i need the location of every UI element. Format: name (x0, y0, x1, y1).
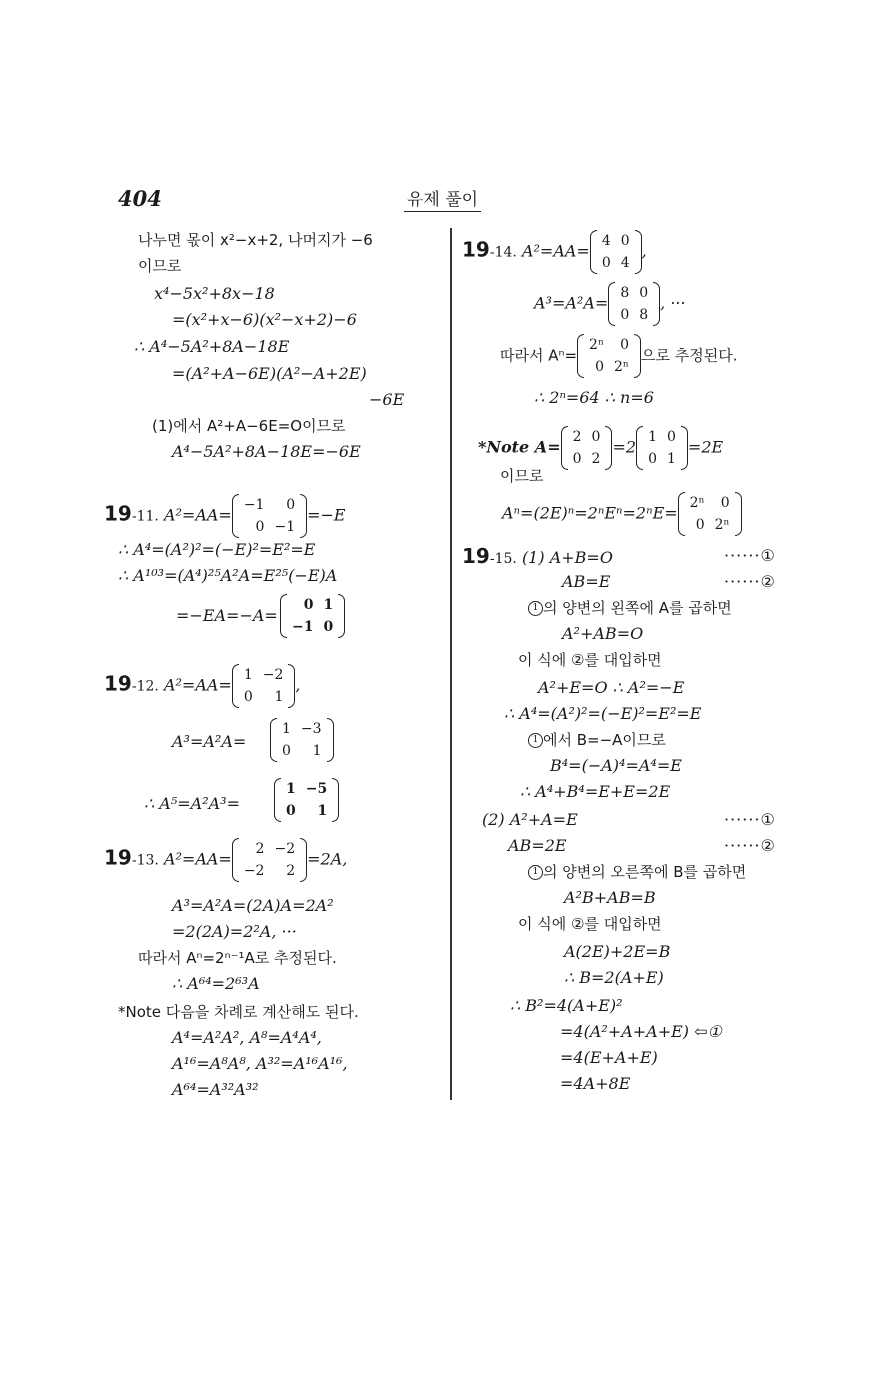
eq-tail: =2E (687, 437, 724, 457)
text-line (538, 678, 684, 698)
matrix-cell: −2 (274, 841, 296, 857)
text-line (118, 1002, 359, 1022)
matrix-cell: 0 (255, 519, 265, 535)
matrix-cell: 2ⁿ (714, 517, 730, 533)
text-line (152, 416, 346, 436)
text-line (172, 896, 334, 916)
eq-tail: =−E (307, 505, 346, 525)
matrix (561, 426, 613, 470)
line-text: ∴ A⁴−5A²+8A−18E (134, 337, 290, 356)
text-line (518, 650, 662, 670)
matrix-cell: −1 (243, 497, 265, 513)
matrix (636, 426, 688, 470)
matrix-cell: −3 (300, 721, 322, 737)
line-text: A⁶⁴=A³²A³² (172, 1080, 259, 1099)
line-text: 에서 B=−A이므로 (543, 731, 666, 749)
eq-tail: , (641, 241, 647, 261)
matrix-cell: 2 (255, 841, 265, 857)
result-text: ∴ 2ⁿ=64 ∴ n=6 (534, 388, 654, 407)
matrix-cell: 1 (666, 451, 676, 467)
line-text: =4(E+A+E) (560, 1048, 658, 1067)
matrix-line (270, 718, 334, 762)
line-text: 이 식에 ②를 대입하면 (518, 651, 662, 669)
text-line (118, 540, 315, 560)
matrix-cell: 0 (572, 451, 582, 467)
line-text: ∴ A⁴=(A²)²=(−E)²=E²=E (118, 540, 316, 559)
marker-1b: ······① (724, 810, 776, 829)
problem-sub: -14. (489, 244, 517, 261)
text-line (550, 756, 682, 776)
text-line (144, 794, 240, 814)
matrix-cell: 4 (601, 233, 611, 249)
text-line (138, 948, 337, 968)
matrix-cell: 2ⁿ (589, 337, 605, 353)
matrix-cell: 0 (286, 497, 296, 513)
problem-19-15 (462, 546, 613, 569)
circled-marker: 1 (528, 601, 543, 616)
matrix-cell: 0 (620, 337, 629, 353)
text-line (172, 310, 357, 330)
text-line (154, 284, 275, 304)
line-text: ∴ A⁶⁴=2⁶³A (172, 974, 260, 993)
text-line (562, 572, 610, 592)
marker-2b: ······② (724, 836, 776, 855)
matrix-cell: 0 (695, 517, 705, 533)
eq: *Note A= (478, 437, 561, 457)
eq-tail: , ··· (660, 293, 686, 313)
marker-1: ······① (724, 546, 776, 565)
text-line (172, 1028, 322, 1048)
line-text: ∴ A⁴+B⁴=E+E=2E (520, 782, 671, 801)
line-text: 의 양변의 왼쪽에 A를 곱하면 (543, 599, 732, 617)
eq: A²=AA= (163, 849, 232, 869)
text-line (560, 1074, 630, 1094)
matrix-cell: 0 (282, 743, 291, 759)
line-text: ∴ A⁵=A²A³= (144, 794, 240, 813)
text-line (562, 624, 643, 644)
eq-tail: =2A, (307, 849, 348, 869)
text-line (172, 364, 367, 384)
line-text: 이 식에 ②를 대입하면 (518, 915, 662, 933)
matrix-cell: 4 (620, 255, 630, 271)
line-text: A(2E)+2E=B (564, 942, 671, 961)
matrix-cell: 0 (595, 359, 605, 375)
text: 이므로 (500, 467, 544, 485)
text-line (176, 606, 278, 626)
matrix (678, 492, 742, 536)
text-line (504, 704, 701, 724)
line-text: x⁴−5x²+8x−18 (154, 284, 275, 303)
line-text: =4(A²+A+A+E) ⇦① (560, 1022, 722, 1041)
text-line (138, 256, 181, 276)
column-divider (450, 228, 452, 1100)
page-number: 404 (118, 186, 162, 211)
line-text: =2(2A)=2²A, ··· (172, 922, 297, 941)
matrix-cell: 2 (286, 863, 296, 879)
matrix-cell: −2 (262, 667, 284, 683)
matrix-line (274, 778, 339, 822)
text-line (564, 942, 670, 962)
line-text: =−EA=−A= (176, 606, 278, 625)
matrix-cell: 1 (282, 721, 291, 737)
matrix-line (502, 492, 742, 536)
line-text: 나누면 몫이 x²−x+2, 나머지가 −6 (138, 231, 373, 249)
matrix-cell: 0 (303, 597, 314, 613)
text-line (560, 1022, 722, 1042)
text-line (560, 1048, 658, 1068)
line-text: B⁴=(−A)⁴=A⁴=E (550, 756, 682, 775)
matrix-cell: 0 (639, 285, 649, 301)
eq: A³=A²A= (534, 293, 609, 313)
line-text: ∴ B=2(A+E) (564, 968, 664, 987)
matrix (270, 718, 334, 762)
matrix-cell: 0 (620, 233, 630, 249)
matrix (608, 282, 660, 326)
matrix-cell: 0 (648, 451, 657, 467)
matrix (274, 778, 339, 822)
line-text: =(x²+x−6)(x²−x+2)−6 (172, 310, 357, 329)
text-line (564, 888, 656, 908)
problem-number: 19 (104, 671, 132, 696)
matrix-line (500, 334, 737, 378)
eq-mid: =2 (612, 437, 637, 457)
text-line (564, 968, 664, 988)
matrix-cell: 1 (323, 597, 334, 613)
matrix-line (534, 282, 686, 326)
marker-2: ······② (724, 572, 776, 591)
matrix (232, 494, 307, 538)
matrix-cell: 0 (591, 429, 601, 445)
problem-19-14 (462, 230, 647, 274)
line-text: A²B+AB=B (564, 888, 656, 907)
matrix (280, 594, 345, 638)
matrix-cell: 2ⁿ (689, 495, 705, 511)
problem-number: 19 (104, 845, 132, 870)
line-text: AB=2E (508, 836, 567, 855)
line-text: =(A²+A−6E)(A²−A+2E) (172, 364, 367, 383)
text-line (369, 390, 404, 410)
matrix-cell: 1 (312, 743, 322, 759)
text-line (520, 782, 670, 802)
eq-tail: , (295, 675, 301, 695)
text-line (134, 337, 289, 357)
text-line (518, 914, 662, 934)
line-text: 이므로 (138, 257, 182, 275)
line-text: AB=E (562, 572, 611, 591)
line-text: =4A+8E (560, 1074, 631, 1093)
matrix-cell: 2 (572, 429, 582, 445)
matrix (232, 838, 307, 882)
text-line (528, 598, 732, 618)
line-text: *Note 다음을 차례로 계산해도 된다. (118, 1003, 359, 1021)
matrix-cell: 0 (243, 689, 253, 705)
matrix-cell: 2ⁿ (614, 359, 629, 375)
eq: A²=AA= (163, 505, 232, 525)
text-line (138, 230, 373, 250)
line-text: ∴ B²=4(A+E)² (510, 996, 623, 1015)
matrix-cell: 1 (286, 781, 296, 797)
line-text: ∴ A⁴=(A²)²=(−E)²=E²=E (504, 704, 702, 723)
matrix-cell: 2 (591, 451, 601, 467)
circled-marker: 1 (528, 865, 543, 880)
problem-sub: -12. (131, 678, 159, 695)
text-line (508, 836, 567, 856)
matrix-cell: −2 (243, 863, 265, 879)
line-text: A²+AB=O (562, 624, 644, 643)
problem-number: 19 (462, 237, 490, 262)
matrix-cell: 1 (317, 803, 328, 819)
page-header: 유제 풀이 (404, 185, 481, 212)
matrix-cell: 1 (274, 689, 284, 705)
matrix-cell: 1 (648, 429, 657, 445)
problem-sub: -15. (489, 551, 517, 567)
matrix-cell: 0 (720, 495, 730, 511)
line-text: 의 양변의 오른쪽에 B를 곱하면 (543, 863, 747, 881)
text-line (172, 442, 361, 462)
line-text: A²+E=O ∴ A²=−E (538, 678, 685, 697)
line-text: 따라서 Aⁿ=2ⁿ⁻¹A로 추정된다. (138, 949, 337, 967)
line-text: A³=A²A= (172, 732, 247, 751)
text-line (172, 974, 260, 994)
text-line (528, 730, 666, 750)
matrix-cell: −1 (292, 619, 314, 635)
eq-tail: 으로 추정된다. (640, 346, 738, 365)
problem-19-13 (104, 838, 347, 882)
text-line (482, 810, 578, 830)
matrix-cell: 0 (286, 803, 296, 819)
eq: 따라서 Aⁿ= (500, 346, 578, 365)
text-line (172, 922, 297, 942)
text-line (172, 1054, 348, 1074)
line-text: (2) A²+A=E (482, 810, 578, 829)
matrix-cell: 8 (639, 307, 649, 323)
problem-19-11 (104, 494, 346, 538)
line-text: −6E (369, 390, 405, 409)
eq: Aⁿ=(2E)ⁿ=2ⁿEⁿ=2ⁿE= (502, 503, 678, 523)
problem-number: 19 (104, 501, 132, 526)
matrix-cell: 0 (666, 429, 676, 445)
problem-number: 19 (462, 544, 490, 568)
matrix-cell: 1 (243, 667, 253, 683)
matrix (590, 230, 642, 274)
problem-sub: -13. (131, 852, 159, 869)
problem-sub: -11. (131, 508, 159, 525)
problem-19-12 (104, 664, 300, 708)
text-line (172, 1080, 259, 1100)
circled-marker: 1 (528, 733, 543, 748)
eq: A²=AA= (163, 675, 232, 695)
line-text: A⁴=A²A², A⁸=A⁴A⁴, (172, 1028, 322, 1047)
matrix-cell: −1 (274, 519, 296, 535)
matrix-cell: 0 (620, 307, 630, 323)
matrix-cell: 0 (323, 619, 334, 635)
matrix (232, 664, 296, 708)
matrix-cell: 8 (620, 285, 630, 301)
line-text: A³=A²A=(2A)A=2A² (172, 896, 334, 915)
line-text: (1)에서 A²+A−6E=O이므로 (152, 417, 346, 435)
line-text: ∴ A¹⁰³=(A⁴)²⁵A²A=E²⁵(−E)A (118, 566, 338, 585)
line-text: A⁴−5A²+8A−18E=−6E (172, 442, 361, 461)
text-line (172, 732, 246, 752)
matrix-line (280, 594, 345, 638)
note-line (478, 426, 723, 470)
text-line (118, 566, 337, 586)
text-line (528, 862, 746, 882)
matrix (577, 334, 641, 378)
text-line (510, 996, 623, 1016)
result-line (534, 388, 654, 408)
line-text: A¹⁶=A⁸A⁸, A³²=A¹⁶A¹⁶, (172, 1054, 348, 1073)
matrix-cell: −5 (305, 781, 328, 797)
eq: A²=AA= (521, 241, 590, 261)
matrix-cell: 0 (601, 255, 611, 271)
eq: (1) A+B=O (521, 548, 613, 567)
text-line (500, 466, 543, 486)
